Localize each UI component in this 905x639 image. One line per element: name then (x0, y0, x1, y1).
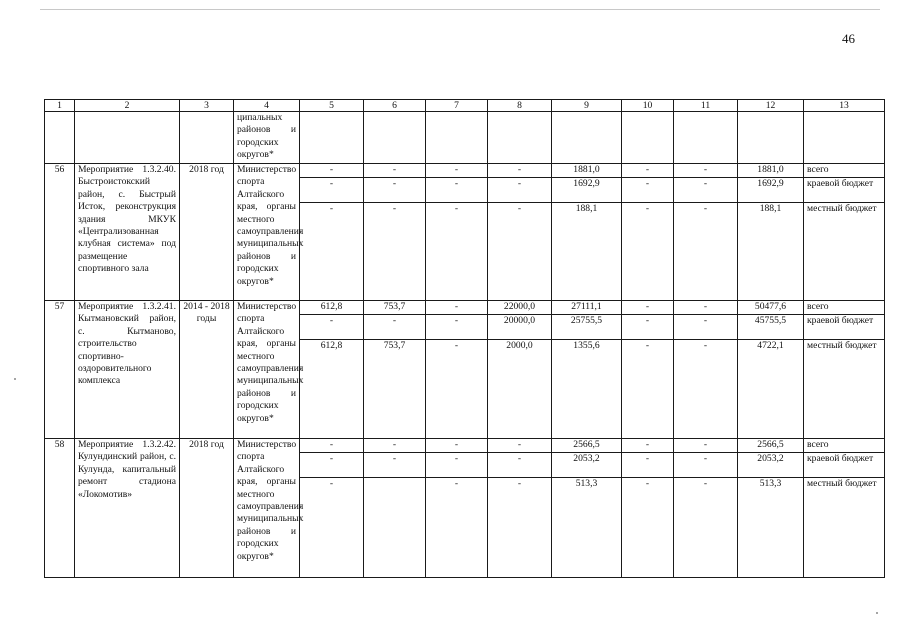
value-cell: - (622, 301, 674, 315)
value-cell: 612,8 (300, 340, 364, 439)
value-cell: 50477,6 (738, 301, 804, 315)
value-cell: 513,3 (552, 478, 622, 578)
value-cell: - (426, 301, 488, 315)
value-cell: 45755,5 (738, 315, 804, 340)
value-cell: 2566,5 (552, 439, 622, 453)
measure-period: 2014 - 2018 годы (180, 301, 234, 439)
page-number: 46 (842, 31, 855, 46)
measure-period: 2018 год (180, 439, 234, 578)
value-cell: 1881,0 (738, 164, 804, 178)
header-cell: 10 (622, 100, 674, 112)
value-cell: - (674, 453, 738, 478)
measure-name: Мероприятие 1.3.2.40. Быстроистокский район, с. Быстрый Исток, реконструкция здания МКУК «Централизованная клубная система» под размещение спортивного зала (75, 164, 180, 301)
value-cell: 22000,0 (488, 301, 552, 315)
value-cell: - (364, 203, 426, 301)
value-cell: - (674, 203, 738, 301)
funding-source: всего (804, 164, 885, 178)
empty-cell (804, 112, 885, 164)
empty-cell (622, 112, 674, 164)
measure-name: Мероприятие 1.3.2.41. Кытмановский район, с. Кытманово, строительство спортивно-оздоровительного комплекса (75, 301, 180, 439)
value-cell: - (300, 439, 364, 453)
value-cell: - (300, 203, 364, 301)
value-cell: - (674, 478, 738, 578)
row-number: 58 (45, 439, 75, 578)
header-cell: 9 (552, 100, 622, 112)
value-cell (364, 478, 426, 578)
value-cell: - (674, 439, 738, 453)
value-cell: - (426, 439, 488, 453)
value-cell: 2566,5 (738, 439, 804, 453)
value-cell: - (364, 439, 426, 453)
scan-speck (14, 378, 16, 380)
value-cell: - (300, 164, 364, 178)
funding-source: всего (804, 439, 885, 453)
funding-source: краевой бюджет (804, 315, 885, 340)
value-cell: - (426, 315, 488, 340)
value-cell: 1692,9 (738, 178, 804, 203)
value-cell: - (426, 178, 488, 203)
empty-cell (552, 112, 622, 164)
header-cell: 4 (234, 100, 300, 112)
measure-period: 2018 год (180, 164, 234, 301)
value-cell: - (674, 178, 738, 203)
value-cell: 2000,0 (488, 340, 552, 439)
value-cell: - (622, 340, 674, 439)
header-cell: 1 (45, 100, 75, 112)
value-cell: - (364, 164, 426, 178)
table-row (45, 164, 885, 178)
measure-executor: Министерство спорта Алтайского края, органы местного самоуправления муниципальных районов и городских округов* (234, 439, 300, 578)
value-cell: 753,7 (364, 340, 426, 439)
value-cell: - (674, 301, 738, 315)
value-cell: - (300, 478, 364, 578)
empty-cell (674, 112, 738, 164)
value-cell: - (488, 439, 552, 453)
measure-name: Мероприятие 1.3.2.42. Кулундинский район, с. Кулунда, капитальный ремонт стадиона «Локомотив» (75, 439, 180, 578)
funding-source: местный бюджет (804, 340, 885, 439)
value-cell: - (488, 164, 552, 178)
value-cell: - (426, 478, 488, 578)
header-cell: 2 (75, 100, 180, 112)
value-cell: 2053,2 (552, 453, 622, 478)
value-cell: - (488, 478, 552, 578)
scan-top-rule (40, 9, 880, 10)
continuation-row (45, 112, 885, 164)
value-cell: 25755,5 (552, 315, 622, 340)
measure-executor: Министерство спорта Алтайского края, органы местного самоуправления муниципальных районов и городских округов* (234, 301, 300, 439)
header-cell: 7 (426, 100, 488, 112)
funding-source: краевой бюджет (804, 178, 885, 203)
value-cell: - (300, 453, 364, 478)
value-cell: - (622, 203, 674, 301)
value-cell: - (674, 340, 738, 439)
header-cell: 6 (364, 100, 426, 112)
value-cell: 2053,2 (738, 453, 804, 478)
value-cell: - (426, 164, 488, 178)
empty-cell (45, 112, 75, 164)
row-number: 56 (45, 164, 75, 301)
header-cell: 5 (300, 100, 364, 112)
measure-executor: Министерство спорта Алтайского края, органы местного самоуправления муниципальных районов и городских округов* (234, 164, 300, 301)
header-cell: 8 (488, 100, 552, 112)
header-cell: 12 (738, 100, 804, 112)
value-cell: 612,8 (300, 301, 364, 315)
value-cell: - (300, 315, 364, 340)
value-cell: - (364, 178, 426, 203)
funding-source: краевой бюджет (804, 453, 885, 478)
row-number: 57 (45, 301, 75, 439)
continuation-executor: ципальных районов и городских округов* (234, 112, 300, 164)
value-cell: 1692,9 (552, 178, 622, 203)
empty-cell (300, 112, 364, 164)
table-row (45, 439, 885, 453)
header-cell: 3 (180, 100, 234, 112)
value-cell: - (426, 453, 488, 478)
value-cell: - (488, 178, 552, 203)
value-cell: - (622, 439, 674, 453)
table-body (45, 100, 885, 578)
column-number-row (45, 100, 885, 112)
funding-source: местный бюджет (804, 478, 885, 578)
value-cell: 753,7 (364, 301, 426, 315)
value-cell: - (364, 453, 426, 478)
value-cell: - (426, 340, 488, 439)
empty-cell (75, 112, 180, 164)
value-cell: 20000,0 (488, 315, 552, 340)
value-cell: - (622, 315, 674, 340)
header-cell: 13 (804, 100, 885, 112)
value-cell: - (426, 203, 488, 301)
value-cell: 188,1 (552, 203, 622, 301)
value-cell: - (364, 315, 426, 340)
value-cell: 4722,1 (738, 340, 804, 439)
funding-source: всего (804, 301, 885, 315)
value-cell: 513,3 (738, 478, 804, 578)
funding-source: местный бюджет (804, 203, 885, 301)
value-cell: 188,1 (738, 203, 804, 301)
empty-cell (426, 112, 488, 164)
scan-speck (876, 612, 878, 614)
table-row (45, 301, 885, 315)
empty-cell (364, 112, 426, 164)
empty-cell (488, 112, 552, 164)
value-cell: - (622, 453, 674, 478)
value-cell: 1355,6 (552, 340, 622, 439)
value-cell: - (488, 453, 552, 478)
value-cell: 1881,0 (552, 164, 622, 178)
value-cell: - (300, 178, 364, 203)
header-cell: 11 (674, 100, 738, 112)
program-measures-table (44, 99, 885, 578)
value-cell: 27111,1 (552, 301, 622, 315)
value-cell: - (488, 203, 552, 301)
value-cell: - (622, 478, 674, 578)
value-cell: - (622, 164, 674, 178)
empty-cell (180, 112, 234, 164)
empty-cell (738, 112, 804, 164)
value-cell: - (674, 164, 738, 178)
value-cell: - (622, 178, 674, 203)
value-cell: - (674, 315, 738, 340)
